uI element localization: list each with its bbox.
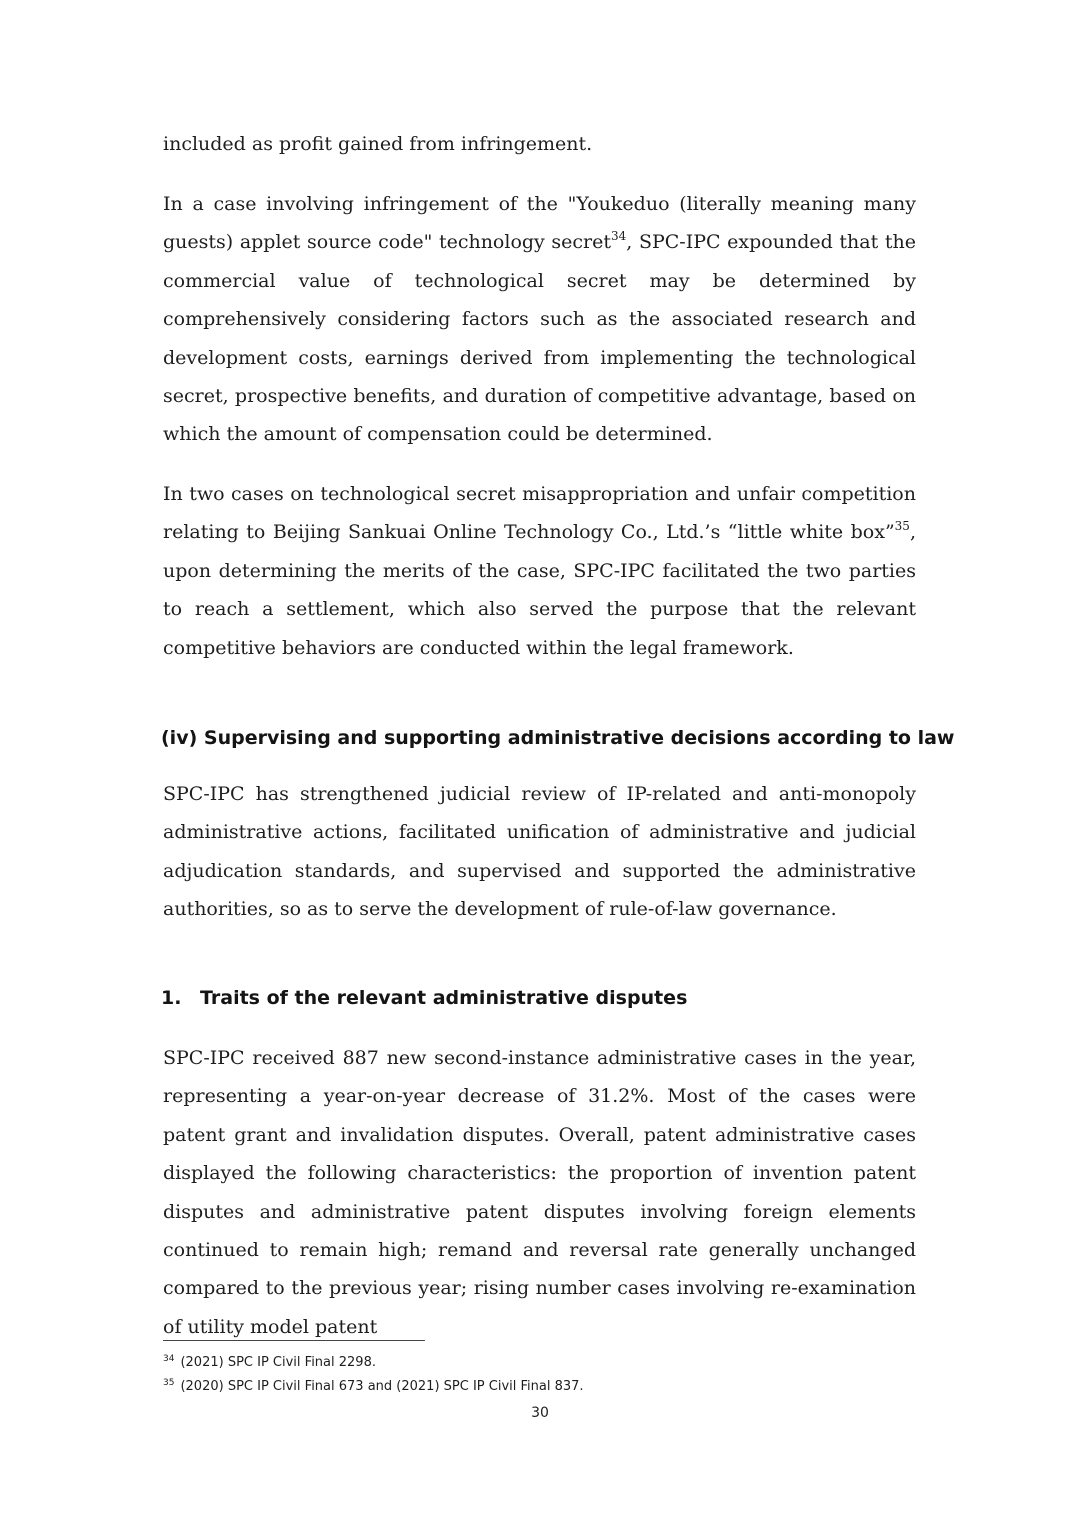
- continuation-paragraph: [163, 125, 916, 163]
- footnote-ref-35[interactable]: 35: [894, 519, 910, 534]
- footnote-35: [163, 1378, 584, 1396]
- footnote-divider: [163, 1340, 425, 1341]
- paragraph-text: In two cases on technological secret misappropriation and unfair competition relating to Beijing Sankuai Online Technology Co., Ltd.’s “little white box”: [163, 483, 916, 544]
- footnote-ref-34[interactable]: 34: [611, 229, 627, 244]
- paragraph-text: SPC-IPC received 887 new second-instance administrative cases in the year, representing a year-on-year decrease of 31.2%. Most of the cases were patent grant and invalidation disputes. Overall, patent administrative cases displayed the following characteristics: the proportion of invention patent disputes and administrative patent disputes involving foreign elements continued to remain high; remand and reversal rate generally unchanged compared to the previous year; rising number cases involving re-examination of utility model patent: [163, 1047, 916, 1338]
- section-iv-heading: (iv) Supervising and supporting administrative decisions according to law: [161, 727, 955, 749]
- page-number: 30: [531, 1405, 549, 1421]
- section-iv-paragraph: [163, 775, 916, 929]
- subsection-number: 1.: [161, 987, 182, 1009]
- paragraph-text: , SPC-IPC expounded that the commercial value of technological secret may be determined by comprehensively considering factors such as the associated research and development costs, earnings derived from implementing the technological secret, prospective benefits, and duration of competitive advantage, based on which the amount of compensation could be determined.: [163, 231, 916, 446]
- footnote-mark: 35: [163, 1378, 175, 1388]
- footnote-text: (2020) SPC IP Civil Final 673 and (2021) SPC IP Civil Final 837.: [180, 1379, 584, 1394]
- paragraph-little-white-box: [163, 475, 916, 667]
- footnote-text: (2021) SPC IP Civil Final 2298.: [180, 1355, 376, 1370]
- subsection-1-paragraph: [163, 1039, 916, 1346]
- footnote-34: [163, 1354, 376, 1372]
- paragraph-text: SPC-IPC has strengthened judicial review of IP-related and anti-monopoly administrative actions, facilitated unification of administrative and judicial adjudication standards, and supervised and supported the administrative authorities, so as to serve the development of rule-of-law governance.: [163, 783, 916, 921]
- subsection-title: Traits of the relevant administrative disputes: [200, 987, 688, 1009]
- paragraph-text: , upon determining the merits of the case, SPC-IPC facilitated the two parties to reach a settlement, which also served the purpose that the relevant competitive behaviors are conducted within the legal framework.: [163, 521, 916, 659]
- footnote-mark: 34: [163, 1354, 175, 1364]
- paragraph-youkeduo: [163, 185, 916, 454]
- paragraph-text: In a case involving infringement of the "Youkeduo (literally meaning many guests) applet source code" technology secret: [163, 193, 916, 254]
- continuation-text: included as profit gained from infringement.: [163, 133, 593, 155]
- subsection-1-heading: [161, 984, 921, 1012]
